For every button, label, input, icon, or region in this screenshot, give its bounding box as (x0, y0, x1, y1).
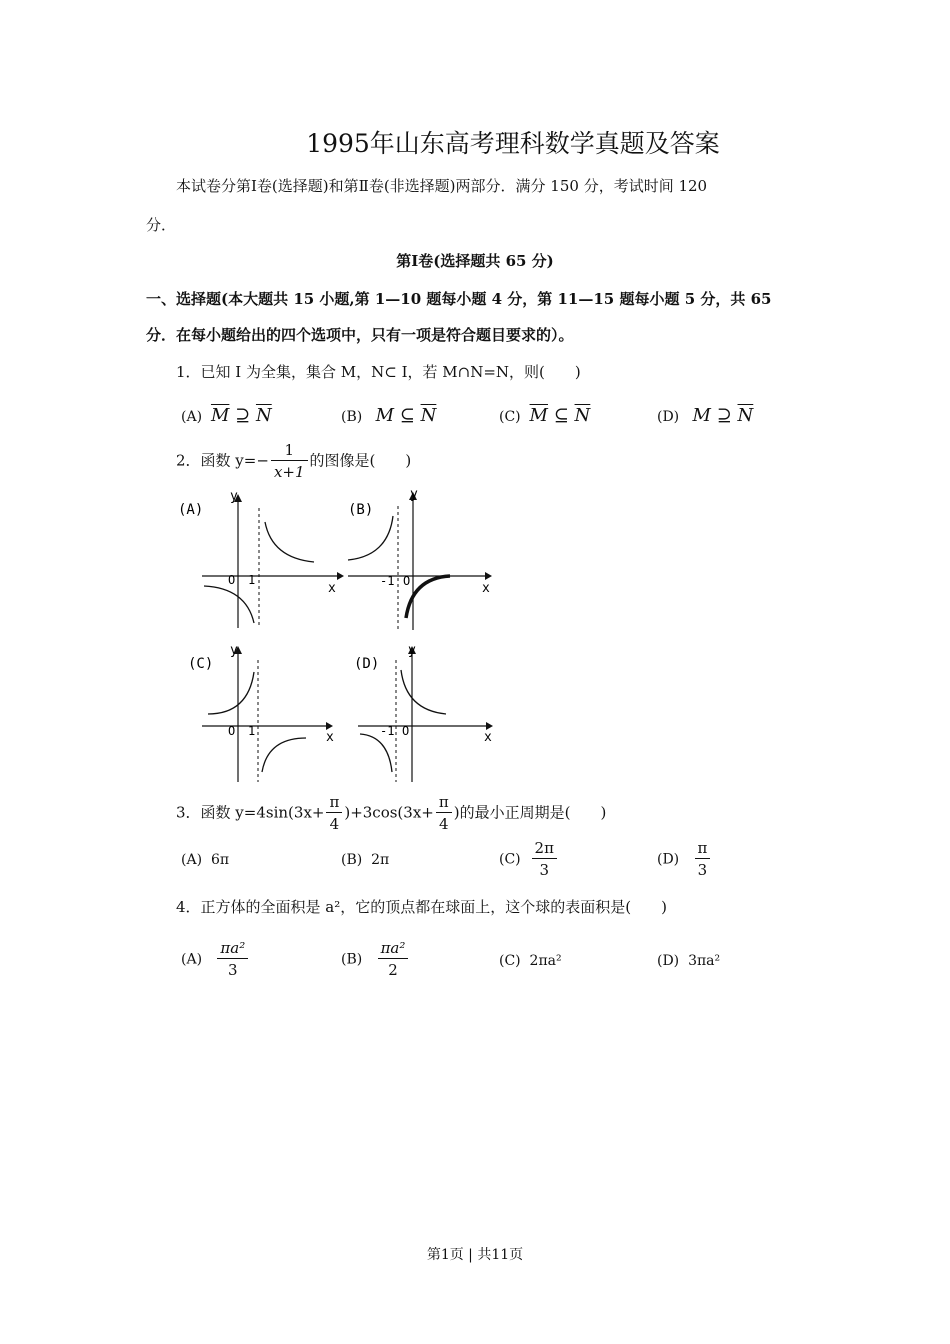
fraction-numerator: π (326, 792, 342, 813)
page-title: 1995年山东高考理科数学真题及答案 (306, 129, 720, 158)
fraction-denominator: x+1 (273, 463, 305, 481)
fraction (532, 838, 557, 881)
fraction (378, 938, 409, 981)
option-relation: ⊆ (553, 405, 569, 426)
option-label: (C) (499, 953, 521, 969)
fraction-numerator: 1 (271, 440, 308, 461)
curve-left-branch (360, 734, 392, 772)
fraction-numerator: πa² (217, 938, 248, 959)
option-label: (A) (181, 951, 203, 968)
option-relation: ⊇ (235, 405, 251, 426)
option-relation: ⊇ (716, 405, 732, 426)
fraction-denominator: 3 (539, 861, 550, 879)
option-left: $\overline{M}$ (210, 405, 230, 426)
option-relation: ⊆ (399, 405, 415, 426)
curve-left-branch (348, 516, 393, 560)
intro-line-2: 分． (146, 216, 177, 234)
option-label: (D) (657, 953, 680, 969)
y-axis-label: y (408, 643, 416, 658)
option-label: (B) (341, 852, 363, 868)
question-2-stem (176, 440, 411, 483)
x-axis-label: x (484, 730, 492, 745)
fraction (436, 792, 452, 835)
fraction (271, 440, 308, 483)
q3-option-d (657, 838, 712, 881)
fraction (217, 938, 248, 981)
origin-label: O (402, 724, 410, 738)
q4-option-c (499, 953, 562, 969)
x-axis-arrow-icon (326, 722, 333, 730)
stem-prefix: 2．函数 y=− (176, 451, 269, 470)
option-label: (A) (181, 852, 203, 868)
graph-label: (C) (188, 656, 214, 672)
asymptote-mark: -1 (380, 724, 395, 738)
x-axis-label: x (328, 581, 336, 596)
graph-d (346, 642, 500, 788)
page-footer: 第1页 | 共11页 (426, 1247, 524, 1263)
fraction (326, 792, 342, 835)
origin-label: O (228, 573, 236, 587)
fraction-denominator: 3 (228, 961, 238, 979)
asymptote-mark: -1 (380, 574, 395, 588)
stem-part-c: )的最小正周期是( ) (453, 803, 607, 822)
option-left: $\overline{M}$ (529, 405, 548, 426)
q3-option-c (499, 838, 559, 881)
q1-option-b (341, 405, 436, 426)
q1-option-a (181, 405, 272, 426)
part1-line-2: 分．在每小题给出的四个选项中，只有一项是符合题目要求的）。 (146, 326, 574, 344)
asymptote-mark: 1 (248, 724, 256, 738)
option-label: (C) (499, 409, 521, 425)
y-axis-label: y (410, 487, 418, 502)
q3-option-b (341, 852, 389, 868)
q3-option-a (181, 852, 229, 868)
curve-left-branch (208, 672, 254, 714)
option-right: $\overline{N}$ (420, 405, 437, 426)
option-text: 3πa² (688, 953, 721, 969)
stem-part-b: )+3cos(3x+ (344, 803, 434, 822)
curve-right-branch (401, 670, 446, 714)
option-label: (A) (181, 409, 203, 425)
intro-line-1: 本试卷分第Ⅰ卷(选择题)和第Ⅱ卷(非选择题)两部分．满分 150 分，考试时间 120 (176, 177, 708, 195)
option-label: (B) (341, 409, 363, 425)
y-axis-label: y (230, 489, 238, 504)
option-right: $\overline{N}$ (737, 405, 754, 426)
origin-label: O (228, 724, 236, 738)
question-3-stem (176, 792, 606, 835)
q4-option-a (181, 938, 250, 981)
fraction-numerator: π (695, 838, 711, 859)
part1-line-1: 一、选择题(本大题共 15 小题,第 1—10 题每小题 4 分，第 11—15 题每小题 5 分，共 65 (146, 290, 772, 308)
x-axis-label: x (482, 581, 490, 596)
option-text: 2π (371, 852, 390, 868)
option-text: 2πa² (529, 953, 562, 969)
question-1-stem: 1．已知 I 为全集，集合 M，N⊂ I，若 M∩N=N，则( ) (176, 363, 581, 381)
y-axis-label: y (230, 643, 238, 658)
option-right: $\overline{N}$ (574, 405, 591, 426)
fraction-denominator: 4 (329, 815, 340, 833)
asymptote-mark: 1 (248, 573, 256, 587)
fraction-numerator: 2π (532, 838, 557, 859)
x-axis-arrow-icon (485, 572, 492, 580)
x-axis-label: x (326, 730, 334, 745)
option-right: $\overline{N}$ (255, 405, 272, 426)
fraction-denominator: 2 (388, 961, 398, 979)
question-4-stem: 4．正方体的全面积是 a²，它的顶点都在球面上，这个球的表面积是( ) (176, 898, 667, 916)
fraction (695, 838, 711, 881)
option-label: (D) (657, 409, 680, 425)
section-heading: 第Ⅰ卷(选择题共 65 分) (396, 252, 554, 270)
option-text: 6π (210, 852, 230, 868)
graph-b (340, 486, 500, 636)
curve-left-branch (204, 586, 254, 623)
graph-c (180, 642, 340, 788)
x-axis-arrow-icon (486, 722, 493, 730)
graph-a (172, 488, 344, 634)
fraction-denominator: 4 (439, 815, 449, 833)
option-left: M (692, 405, 711, 426)
q1-option-c (499, 405, 590, 426)
option-left: M (375, 405, 395, 426)
curve-right-branch (265, 522, 314, 562)
fraction-denominator: 3 (697, 861, 708, 879)
q1-option-d (657, 405, 753, 426)
stem-suffix: 的图像是( ) (309, 451, 412, 470)
graph-label: (B) (348, 502, 374, 518)
graph-label: (D) (354, 656, 380, 672)
option-label: (D) (657, 851, 680, 868)
fraction-numerator: πa² (378, 938, 409, 959)
option-label: (B) (341, 951, 363, 968)
q4-option-d (657, 953, 720, 969)
stem-part-a: 3．函数 y=4sin(3x+ (176, 803, 325, 822)
q4-option-b (341, 938, 410, 981)
option-label: (C) (499, 851, 521, 868)
curve-right-branch (262, 738, 306, 772)
origin-label: O (403, 574, 411, 588)
graph-label: (A) (178, 502, 204, 518)
fraction-numerator: π (436, 792, 452, 813)
